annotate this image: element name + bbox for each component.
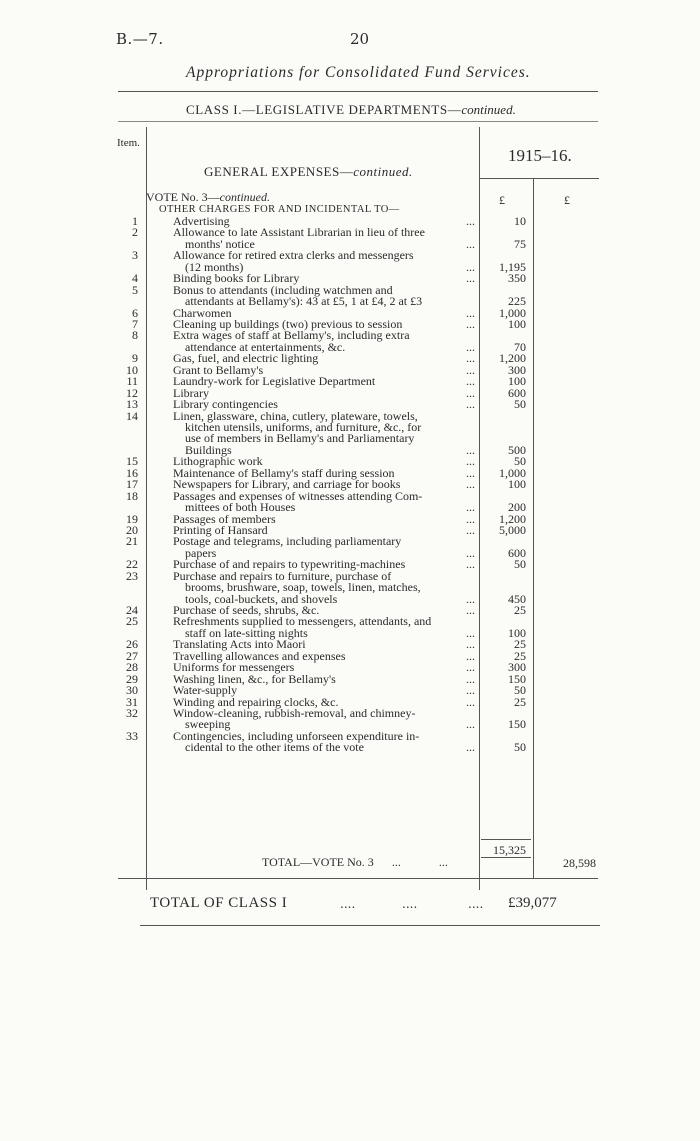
item-number: 10	[126, 362, 138, 377]
dot-leader: ...	[466, 625, 475, 640]
item-amount: 1,000	[499, 305, 526, 320]
dot-leader: ...	[466, 648, 475, 663]
class-heading: CLASS I.—LEGISLATIVE DEPARTMENTS—continued.	[186, 102, 516, 117]
section-heading: GENERAL EXPENSES—continued.	[204, 164, 413, 179]
item-description-line: months' notice	[185, 236, 255, 251]
item-description-line: papers	[185, 545, 217, 560]
document-reference: B.—7.	[116, 30, 164, 48]
item-amount: 100	[508, 374, 526, 389]
item-number: 27	[126, 648, 138, 663]
item-amount: 70	[514, 339, 526, 354]
item-number: 24	[126, 603, 138, 618]
expense-item	[0, 353, 700, 364]
dot-leader: ...	[466, 362, 475, 377]
class-total-amount: £39,077	[508, 895, 557, 911]
item-amount: 75	[514, 236, 526, 251]
dot-leader: ...	[466, 545, 475, 560]
item-number: 20	[126, 522, 138, 537]
expense-item	[0, 488, 700, 515]
page-title: Appropriations for Consolidated Fund Services.	[186, 64, 531, 81]
subtotal-amount: 15,325	[493, 843, 526, 857]
item-description-line: attendance at entertainments, &c.	[185, 339, 346, 354]
item-description-line: kitchen utensils, uniforms, and furniture, &c., for	[185, 419, 422, 434]
item-description-line: Postage and telegrams, including parliamentary	[173, 534, 402, 549]
item-number: 11	[126, 374, 138, 389]
item-amount: 10	[514, 214, 526, 228]
item-number: 18	[126, 488, 138, 503]
item-description-line: Library contingencies	[173, 397, 278, 412]
expense-item	[0, 376, 700, 387]
item-description-line: Binding books for Library	[173, 271, 300, 286]
item-amount: 50	[514, 740, 526, 755]
item-number: 25	[126, 614, 138, 629]
item-amount: 150	[508, 671, 526, 686]
item-amount: 225	[508, 294, 526, 309]
vote-total-label: TOTAL—VOTE No. 3 ... ...	[262, 855, 448, 869]
expense-item	[0, 282, 700, 309]
expense-item	[0, 662, 700, 673]
item-amount: 50	[514, 557, 526, 572]
item-amount: 600	[508, 545, 526, 560]
item-description-line: Gas, fuel, and electric lighting	[173, 351, 319, 366]
item-number: 1	[132, 214, 138, 228]
item-number: 5	[132, 282, 138, 297]
class-rule	[118, 121, 598, 122]
item-amount: 50	[514, 454, 526, 469]
dot-leader: ...	[466, 465, 475, 480]
class-total-label: TOTAL OF CLASS I	[150, 895, 288, 911]
item-number: 22	[126, 557, 138, 572]
dot-leader: ...	[466, 305, 475, 320]
item-amount: 1,200	[499, 511, 526, 526]
currency-symbol-total: £	[564, 193, 570, 207]
item-amount: 450	[508, 591, 526, 606]
item-description-line: Contingencies, including unforseen expenditure in-	[173, 728, 420, 743]
item-amount: 1,000	[499, 465, 526, 480]
item-description-line: Newspapers for Library, and carriage for books	[173, 477, 401, 492]
item-description-line: Extra wages of staff at Bellamy's, including extra	[173, 328, 410, 343]
item-amount: 25	[514, 648, 526, 663]
item-number: 2	[132, 225, 138, 240]
expense-item	[0, 385, 700, 400]
item-amount: 200	[508, 500, 526, 515]
dot-leader: ...	[466, 385, 475, 400]
item-description-line: Passages of members	[173, 511, 276, 526]
item-amount: 25	[514, 603, 526, 618]
dot-leader: ...	[466, 694, 475, 709]
item-number: 13	[126, 397, 138, 412]
dot-leader: ...	[466, 454, 475, 469]
item-description-line: tools, coal-buckets, and shovels	[185, 591, 338, 606]
item-description-line: Purchase of and repairs to typewriting-machines	[173, 557, 406, 572]
item-amount: 100	[508, 625, 526, 640]
expense-item	[0, 536, 700, 559]
dot-leader: ...	[466, 683, 475, 698]
dot-leader: ...	[466, 660, 475, 675]
dot-leader: ...	[466, 214, 475, 228]
item-number: 8	[132, 328, 138, 343]
dot-leader: ...	[466, 671, 475, 686]
dot-leader: ...	[466, 717, 475, 732]
item-description-line: Purchase and repairs to furniture, purchase of	[173, 568, 392, 583]
dot-leader: ...	[466, 522, 475, 537]
subtotal-rule	[481, 839, 531, 840]
item-description-line: Laundry-work for Legislative Department	[173, 374, 376, 389]
expense-item	[0, 671, 700, 686]
item-number: 3	[132, 248, 138, 263]
dot-leader: ...	[466, 511, 475, 526]
item-amount: 50	[514, 683, 526, 698]
year-heading: 1915–16.	[508, 146, 572, 165]
dot-leader: ...	[466, 740, 475, 755]
dot-leader: ...	[466, 351, 475, 366]
class-total-leader-3: ....	[468, 897, 484, 911]
dot-leader: ...	[466, 591, 475, 606]
item-description-line: Travelling allowances and expenses	[173, 648, 346, 663]
dot-leader: ...	[466, 637, 475, 652]
vote-heading: VOTE No. 3—continued.	[146, 190, 270, 204]
item-description-line: Refreshments supplied to messengers, attendants, and	[173, 614, 432, 629]
item-number: 33	[126, 728, 138, 743]
item-number: 28	[126, 660, 138, 675]
currency-symbol-sub: £	[499, 193, 505, 207]
subtotal-underline	[481, 857, 531, 858]
class-total-leader-2: ....	[402, 897, 418, 911]
item-description-line: Allowance to late Assistant Librarian in lieu of three	[173, 225, 425, 240]
item-amount: 100	[508, 316, 526, 331]
dot-leader: ...	[466, 259, 475, 274]
class-total-rule	[140, 925, 600, 926]
item-description-line: use of members in Bellamy's and Parliamentary	[185, 431, 415, 446]
expense-item	[0, 250, 700, 273]
item-description-line: Buildings	[185, 442, 232, 457]
item-description-line: Library	[173, 385, 209, 400]
title-rule	[118, 91, 598, 92]
item-description-line: Advertising	[173, 214, 230, 228]
item-number: 31	[126, 694, 138, 709]
item-description-line: Uniforms for messengers	[173, 660, 295, 675]
item-description-line: Linen, glassware, china, cutlery, plateware, towels,	[173, 408, 418, 423]
item-description-line: Washing linen, &c., for Bellamy's	[173, 671, 336, 686]
expense-item	[0, 648, 700, 663]
item-number: 12	[126, 385, 138, 400]
expense-item	[0, 330, 700, 353]
vote-total-rule	[118, 878, 598, 879]
item-number: 7	[132, 316, 138, 331]
item-amount: 25	[514, 637, 526, 652]
expense-items	[0, 216, 700, 754]
item-amount: 600	[508, 385, 526, 400]
item-amount: 300	[508, 660, 526, 675]
item-amount: 100	[508, 477, 526, 492]
page-number: 20	[350, 30, 370, 48]
item-amount: 5,000	[499, 522, 526, 537]
item-amount: 1,195	[499, 259, 526, 274]
dot-leader: ...	[466, 236, 475, 251]
item-number: 9	[132, 351, 138, 366]
item-number: 30	[126, 683, 138, 698]
dot-leader: ...	[466, 557, 475, 572]
dot-leader: ...	[466, 603, 475, 618]
item-description-line: cidental to the other items of the vote	[185, 740, 364, 755]
item-description-line: staff on late-sitting nights	[185, 625, 308, 640]
item-amount: 350	[508, 271, 526, 286]
item-description-line: Grant to Bellamy's	[173, 362, 264, 377]
dot-leader: ...	[466, 397, 475, 412]
item-description-line: attendants at Bellamy's): 43 at £5, 1 at £4, 2 at £3	[185, 294, 423, 309]
expense-item	[0, 568, 700, 606]
item-description-line: Charwomen	[173, 305, 232, 320]
item-description-line: Winding and repairing clocks, &c.	[173, 694, 339, 709]
item-amount: 150	[508, 717, 526, 732]
item-number: 4	[132, 271, 138, 286]
item-number: 23	[126, 568, 138, 583]
expense-item	[0, 685, 700, 696]
item-number: 21	[126, 534, 138, 549]
item-description-line: brooms, brushware, soap, towels, linen, matches,	[185, 580, 421, 595]
dot-leader: ...	[466, 271, 475, 286]
item-number: 32	[126, 706, 138, 720]
item-description-line: mittees of both Houses	[185, 500, 296, 515]
year-rule	[479, 178, 599, 179]
item-description-line: Lithographic work	[173, 454, 263, 469]
item-description-line: Window-cleaning, rubbish-removal, and chimney-	[173, 706, 416, 720]
item-column-header: Item.	[117, 137, 140, 149]
expense-item	[0, 708, 700, 731]
expense-item	[0, 728, 700, 755]
item-number: 26	[126, 637, 138, 652]
item-description-line: Purchase of seeds, shrubs, &c.	[173, 603, 320, 618]
dot-leader: ...	[466, 316, 475, 331]
expense-item	[0, 511, 700, 526]
item-amount: 50	[514, 397, 526, 412]
item-number: 16	[126, 465, 138, 480]
item-amount: 1,200	[499, 351, 526, 366]
item-amount: 500	[508, 442, 526, 457]
item-description-line: Printing of Hansard	[173, 522, 268, 537]
item-number: 29	[126, 671, 138, 686]
expense-item	[0, 616, 700, 639]
item-amount: 300	[508, 362, 526, 377]
item-description-line: Water-supply	[173, 683, 238, 698]
item-number: 6	[132, 305, 138, 320]
item-number: 17	[126, 477, 138, 492]
vote-total-amount: 28,598	[563, 856, 596, 870]
item-description-line: Translating Acts into Maori	[173, 637, 306, 652]
item-description-line: sweeping	[185, 717, 231, 732]
item-description-line: Maintenance of Bellamy's staff during session	[173, 465, 395, 480]
item-description-line: Passages and expenses of witnesses attending Com-	[173, 488, 423, 503]
expense-item	[0, 227, 700, 250]
item-number: 15	[126, 454, 138, 469]
item-description-line: Bonus to attendants (including watchmen and	[173, 282, 393, 297]
expense-item	[0, 408, 700, 457]
item-number: 14	[126, 408, 138, 423]
item-number: 19	[126, 511, 138, 526]
other-charges-heading: OTHER CHARGES FOR AND INCIDENTAL TO—	[159, 204, 400, 215]
dot-leader: ...	[466, 374, 475, 389]
dot-leader: ...	[466, 500, 475, 515]
class-total-leader-1: ....	[340, 897, 356, 911]
item-description-line: (12 months)	[185, 259, 244, 274]
dot-leader: ...	[466, 477, 475, 492]
dot-leader: ...	[466, 442, 475, 457]
item-description-line: Cleaning up buildings (two) previous to session	[173, 316, 403, 331]
expense-item	[0, 639, 700, 650]
item-amount: 25	[514, 694, 526, 709]
dot-leader: ...	[466, 339, 475, 354]
item-description-line: Allowance for retired extra clerks and messengers	[173, 248, 414, 263]
